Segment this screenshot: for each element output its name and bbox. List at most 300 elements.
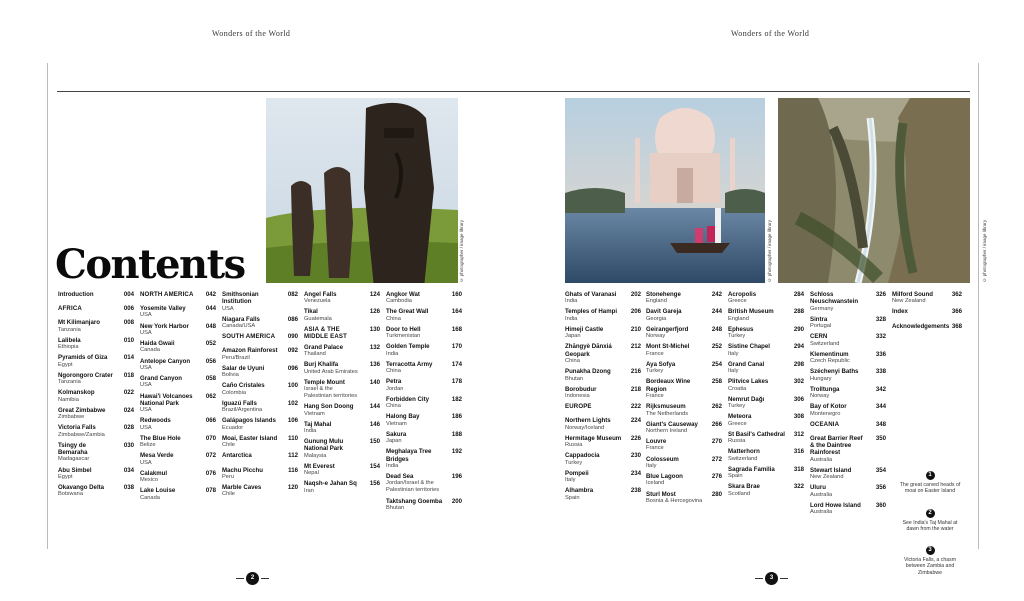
entry-country: China (386, 403, 401, 410)
entry-country: Vietnam (304, 410, 325, 417)
toc-entry[interactable] (140, 340, 216, 354)
entry-title: Angkor Wat (386, 291, 420, 298)
entry-page-number: 216 (630, 368, 641, 376)
entry-country: Canada/USA (222, 323, 256, 330)
toc-entry[interactable] (728, 343, 804, 357)
toc-entry[interactable] (140, 417, 216, 431)
toc-entry[interactable] (565, 470, 641, 484)
entry-title: Lord Howe Island (810, 501, 861, 509)
entry-title: Great Zimbabwe (58, 406, 106, 414)
left-margin-rule (47, 63, 48, 549)
entry-title: Victoria Falls (58, 424, 96, 432)
toc-entry[interactable] (728, 483, 804, 497)
entry-country: Indonesia (565, 393, 590, 400)
entry-country: India (565, 298, 578, 305)
toc-entry[interactable] (565, 487, 641, 501)
entry-page-number: 018 (123, 371, 134, 379)
toc-entry[interactable] (810, 316, 886, 330)
entry-country: Belize (140, 442, 156, 449)
entry-page-number: 336 (875, 350, 886, 358)
toc-entry[interactable] (58, 354, 134, 368)
entry-title: Caño Cristales (222, 382, 265, 390)
entry-title: Aya Sofya (646, 360, 676, 368)
entry-page-number: 116 (288, 466, 298, 474)
entry-page-number: 136 (369, 361, 380, 369)
entry-country: Germany (810, 305, 834, 312)
entry-title: Himeji Castle (565, 325, 604, 333)
entry-page-number: 048 (205, 322, 216, 330)
entry-title: Grand Palace (304, 343, 343, 351)
entry-title: Haida Gwaii (140, 340, 175, 348)
entry-title: Naqsh-e Jahan Sq (304, 480, 357, 488)
toc-entry[interactable] (304, 463, 380, 477)
entry-country: Montenegro (810, 410, 841, 417)
entry-title: Hermitage Museum (565, 434, 622, 442)
entry-page-number: 164 (451, 308, 462, 316)
contents-column (386, 291, 462, 515)
toc-entry[interactable] (646, 291, 722, 305)
entry-page-number: 306 (793, 395, 804, 403)
toc-entry[interactable] (222, 435, 298, 449)
entry-country: Zimbabwe (58, 414, 85, 421)
toc-entry[interactable] (810, 467, 886, 481)
page-number-right (755, 572, 788, 585)
entry-page-number: 038 (123, 484, 134, 492)
entry-title: Sagrada Familia (728, 465, 775, 473)
caption-text: Victoria Falls, a chasm between Zambia and Zimbabwe (903, 557, 957, 576)
entry-page-number: 120 (287, 484, 298, 492)
entry-title: Taktshang Goemba (386, 497, 443, 505)
toc-entry[interactable] (304, 308, 380, 322)
toc-entry[interactable] (565, 435, 641, 449)
toc-entry[interactable] (892, 291, 962, 305)
page-title: Contents (55, 241, 245, 288)
entry-page-number: 150 (369, 438, 380, 446)
entry-page-number: 110 (288, 434, 298, 442)
entry-page-number: 218 (630, 385, 641, 393)
entry-title: Mesa Verde (140, 452, 174, 460)
entry-title: Sakura (386, 430, 407, 438)
section-heading[interactable] (565, 403, 641, 414)
toc-entry[interactable] (386, 498, 462, 512)
toc-entry[interactable] (304, 438, 380, 460)
section-heading[interactable] (222, 333, 298, 344)
entry-title: Yosemite Valley (140, 305, 186, 313)
entry-country: Bhutan (565, 375, 584, 382)
entry-title: Burj Khalifa (304, 361, 339, 369)
entry-country: USA (140, 424, 152, 431)
entry-page-number: 112 (288, 452, 298, 460)
toc-entry[interactable] (810, 291, 886, 313)
toc-entry[interactable] (386, 448, 462, 470)
caption-2 (898, 501, 962, 533)
entry-country: Canada (140, 494, 160, 501)
entry-title: Lalibela (58, 336, 81, 344)
entry-page-number: 262 (711, 403, 722, 411)
contents-column (892, 291, 962, 337)
entry-page-number: 066 (205, 417, 216, 425)
entry-page-number: 102 (287, 399, 298, 407)
toc-entry[interactable] (810, 502, 886, 516)
toc-entry[interactable] (140, 393, 216, 415)
entry-country: Greece (728, 298, 747, 305)
entry-title: Matterhorn (728, 448, 760, 456)
toc-entry[interactable] (140, 435, 216, 449)
entry-country: Egypt (58, 361, 73, 368)
toc-entry[interactable] (386, 473, 462, 494)
entry-page-number: 200 (451, 497, 462, 505)
toc-entry[interactable] (728, 291, 804, 305)
entry-page-number: 156 (369, 480, 380, 488)
toc-entry[interactable] (140, 487, 216, 501)
entry-page-number: 076 (205, 469, 216, 477)
toc-entry[interactable] (304, 480, 380, 494)
entry-country: Ecuador (222, 424, 244, 431)
entry-title: Forbidden City (386, 395, 429, 403)
entry-page-number: 222 (630, 403, 641, 411)
toc-entry[interactable] (728, 466, 804, 480)
toc-entry[interactable] (646, 326, 722, 340)
toc-entry[interactable] (222, 347, 298, 361)
toc-entry[interactable] (728, 308, 804, 322)
entry-title: Northern Lights (565, 417, 611, 425)
toc-entry[interactable] (810, 333, 886, 347)
toc-entry[interactable] (565, 308, 641, 322)
toc-entry[interactable] (222, 484, 298, 498)
entry-country: Australia (810, 456, 833, 463)
toc-entry[interactable] (140, 452, 216, 466)
entry-page-number: 230 (630, 452, 641, 460)
entry-page-number: 266 (711, 420, 722, 428)
entry-page-number: 362 (951, 291, 962, 298)
toc-entry[interactable] (386, 326, 462, 340)
entry-country: Peru/Brazil (222, 354, 250, 361)
entry-page-number: 144 (369, 403, 380, 411)
toc-entry[interactable] (386, 343, 462, 357)
entry-country: Czech Republic (810, 358, 850, 365)
caption-number: 1 (926, 471, 935, 480)
contents-column (222, 291, 298, 502)
entry-country: Chile (222, 442, 235, 449)
entry-country: Italy (646, 462, 657, 469)
entry-country: Turkey (728, 403, 746, 410)
toc-entry[interactable] (565, 326, 641, 340)
entry-country: USA (140, 329, 152, 336)
toc-entry[interactable] (646, 491, 722, 505)
entry-country: China (386, 315, 401, 322)
entry-page-number: 298 (793, 360, 804, 368)
toc-entry[interactable] (565, 368, 641, 382)
toc-entry[interactable] (58, 291, 134, 302)
entry-title: Grand Canal (728, 360, 765, 368)
toc-entry[interactable] (386, 431, 462, 445)
toc-entry[interactable] (222, 467, 298, 481)
entry-country: Brazil/Argentina (222, 407, 263, 414)
entry-country: Peru (222, 473, 235, 480)
entry-country: Bolivia (222, 372, 239, 379)
entry-page-number: 188 (451, 430, 462, 438)
entry-title: Amazon Rainforest (222, 347, 278, 355)
entry-country: USA (222, 305, 234, 312)
entry-country: Iceland (646, 480, 665, 487)
moai-photo (266, 98, 458, 283)
entry-title: Iguazú Falls (222, 399, 257, 407)
entry-title: Geirangerfjord (646, 325, 689, 333)
toc-entry[interactable] (304, 403, 380, 417)
entry-title: Golden Temple (386, 343, 430, 351)
photo-credit-3: © photographer / image library (982, 220, 987, 283)
toc-entry[interactable] (810, 386, 886, 400)
toc-entry[interactable] (304, 379, 380, 400)
entry-country: France (646, 350, 664, 357)
entry-title: NORTH AMERICA (140, 291, 194, 298)
entry-page-number: 008 (123, 319, 134, 327)
entry-country: Norway (646, 333, 666, 340)
entry-title: Zhāngyè Dānxiá Geopark (565, 343, 612, 358)
entry-country: Iran (304, 487, 314, 494)
entry-title: Petra (386, 378, 402, 386)
entry-title: Bay of Kotor (810, 403, 847, 411)
entry-title: AFRICA (58, 305, 82, 313)
entry-title: Antelope Canyon (140, 357, 191, 365)
entry-title: The Blue Hole (140, 434, 181, 442)
entry-country: Japan (386, 438, 402, 445)
entry-page-number: 078 (205, 487, 216, 495)
section-heading[interactable] (304, 326, 380, 341)
entry-title: Smithsonian Institution (222, 291, 259, 306)
entry-title: Okavango Delta (58, 484, 105, 492)
entry-country: Turkey (646, 368, 664, 375)
entry-title: Széchenyi Baths (810, 368, 859, 376)
toc-entry[interactable] (810, 435, 886, 464)
entry-country: Mexico (140, 477, 159, 484)
toc-entry[interactable] (646, 473, 722, 487)
entry-title: Blue Lagoon (646, 473, 683, 481)
toc-entry[interactable] (728, 326, 804, 340)
entry-title: Tsingy de Bemaraha (58, 441, 88, 457)
entry-page-number: 356 (875, 484, 886, 492)
entry-country: Norway (810, 393, 830, 400)
entry-title: Antarctica (222, 452, 252, 460)
entry-page-number: 130 (369, 325, 380, 333)
entry-page-number: 090 (287, 333, 298, 341)
entry-page-number: 154 (369, 462, 380, 470)
toc-entry[interactable] (58, 337, 134, 351)
entry-page-number: 168 (451, 325, 462, 333)
toc-entry[interactable] (222, 291, 298, 313)
toc-entry[interactable] (646, 378, 722, 400)
entry-title: Colosseum (646, 455, 679, 463)
caption-text: The great carved heads of moai on Easter Island (899, 482, 961, 495)
toc-entry[interactable] (58, 467, 134, 481)
photo-credit-2: © photographer / image library (767, 220, 772, 283)
toc-entry[interactable] (810, 484, 886, 498)
toc-entry[interactable] (140, 470, 216, 484)
entry-page-number: 318 (793, 465, 804, 473)
toc-entry[interactable] (222, 452, 298, 463)
entry-title: Calakmul (140, 469, 168, 477)
entry-page-number: 006 (123, 305, 134, 313)
running-head-right: Wonders of the World (731, 29, 810, 38)
toc-entry[interactable] (728, 413, 804, 427)
entry-title: Mt Kilimanjaro (58, 319, 100, 327)
entry-page-number: 206 (630, 308, 641, 316)
toc-entry[interactable] (222, 400, 298, 414)
entry-title: CERN (810, 333, 828, 341)
toc-entry[interactable] (58, 319, 134, 333)
toc-entry[interactable] (304, 421, 380, 435)
contents-column (304, 291, 380, 498)
toc-entry[interactable] (646, 403, 722, 417)
entry-page-number: 186 (451, 413, 462, 421)
toc-entry[interactable] (386, 291, 462, 305)
entry-country: Scotland (728, 490, 751, 497)
toc-entry[interactable] (646, 308, 722, 322)
contents-column (140, 291, 216, 505)
entry-title: Angel Falls (304, 291, 337, 298)
toc-entry[interactable] (140, 305, 216, 319)
toc-entry[interactable] (58, 372, 134, 386)
toc-entry[interactable] (58, 407, 134, 421)
toc-entry[interactable] (728, 361, 804, 375)
toc-entry[interactable] (140, 323, 216, 337)
toc-entry[interactable] (386, 396, 462, 410)
entry-page-number: 072 (205, 452, 216, 460)
toc-entry[interactable] (386, 413, 462, 427)
toc-entry[interactable] (728, 448, 804, 462)
toc-entry[interactable] (892, 323, 962, 334)
entry-page-number: 350 (875, 434, 886, 442)
toc-entry[interactable] (810, 403, 886, 417)
toc-entry[interactable] (646, 421, 722, 435)
entry-country: Madagascar (58, 456, 90, 463)
entry-page-number: 030 (123, 441, 134, 449)
toc-entry[interactable] (646, 456, 722, 470)
entry-title: Kolmanskop (58, 389, 95, 397)
toc-entry[interactable] (646, 361, 722, 375)
toc-entry[interactable] (728, 431, 804, 445)
toc-entry[interactable] (58, 424, 134, 438)
entry-title: Trolltunga (810, 385, 840, 393)
toc-entry[interactable] (892, 308, 962, 319)
toc-entry[interactable] (565, 291, 641, 305)
toc-entry[interactable] (140, 375, 216, 389)
toc-entry[interactable] (386, 361, 462, 375)
entry-title: Temple Mount (304, 378, 345, 386)
entry-country: Jordan (386, 385, 404, 392)
entry-page-number: 338 (875, 368, 886, 376)
toc-entry[interactable] (304, 291, 380, 305)
toc-entry[interactable] (304, 344, 380, 358)
entry-title: Acknowledgements (892, 322, 950, 330)
entry-page-number: 284 (793, 291, 804, 298)
entry-country: India (565, 315, 578, 322)
entry-title: Alhambra (565, 487, 594, 495)
entry-page-number: 202 (630, 291, 641, 298)
entry-country: Vietnam (386, 420, 407, 427)
entry-title: ASIA & THE MIDDLE EAST (304, 325, 347, 341)
toc-entry[interactable] (58, 389, 134, 403)
toc-entry[interactable] (646, 438, 722, 452)
entry-country: Portugal (810, 323, 832, 330)
entry-country: Ethiopia (58, 344, 79, 351)
entry-title: British Museum (728, 308, 774, 316)
entry-title: Sturl Most (646, 490, 676, 498)
entry-title: Cappadocia (565, 452, 600, 460)
entry-title: SOUTH AMERICA (222, 333, 276, 341)
entry-country: Turkey (565, 459, 583, 466)
entry-country: USA (140, 312, 152, 319)
caption-number: 2 (926, 509, 935, 518)
toc-entry[interactable] (386, 308, 462, 322)
entry-country: Greece (728, 420, 747, 427)
caption-text: See India's Taj Mahal at dawn from the water (902, 519, 958, 532)
entry-country: Tanzania (58, 326, 81, 333)
entry-country: Guatemala (304, 315, 332, 322)
entry-page-number: 100 (287, 382, 298, 390)
toc-entry[interactable] (565, 417, 641, 431)
entry-page-number: 004 (123, 291, 134, 298)
entry-title: Sintra (810, 315, 828, 323)
entry-country: Turkey (728, 333, 746, 340)
entry-country: England (646, 298, 667, 305)
toc-entry[interactable] (728, 396, 804, 410)
entry-title: Ephesus (728, 325, 754, 333)
entry-country: Jordan/Israel & the Palestinian territories (386, 480, 440, 494)
toc-entry[interactable] (222, 382, 298, 396)
toc-entry[interactable] (58, 442, 134, 464)
entry-title: Pompeii (565, 469, 589, 477)
entry-page-number: 316 (793, 448, 804, 456)
toc-entry[interactable] (386, 378, 462, 392)
entry-country: USA (140, 382, 152, 389)
page-number-left (236, 572, 269, 585)
entry-title: Meghalaya Tree Bridges (386, 448, 432, 463)
toc-entry[interactable] (728, 378, 804, 392)
entry-page-number: 312 (793, 430, 804, 438)
toc-entry[interactable] (810, 351, 886, 365)
entry-country: Venezuela (304, 298, 331, 305)
toc-entry[interactable] (565, 386, 641, 400)
top-rule-right (512, 91, 970, 92)
toc-entry[interactable] (222, 365, 298, 379)
toc-entry[interactable] (565, 452, 641, 466)
toc-entry[interactable] (222, 316, 298, 330)
toc-entry[interactable] (810, 368, 886, 382)
entry-title: EUROPE (565, 403, 592, 411)
entry-title: Terracotta Army (386, 360, 433, 368)
toc-entry[interactable] (58, 484, 134, 498)
toc-entry[interactable] (304, 361, 380, 375)
section-heading[interactable] (140, 291, 216, 302)
entry-page-number: 062 (205, 392, 216, 400)
entry-page-number: 052 (205, 340, 216, 348)
entry-country: India (304, 427, 317, 434)
section-heading[interactable] (58, 305, 134, 316)
toc-entry[interactable] (222, 417, 298, 431)
entry-country: Colombia (222, 389, 247, 396)
toc-entry[interactable] (646, 343, 722, 357)
entry-title: Great Barrier Reef & the Daintree Rainforest (810, 434, 863, 457)
entry-country: New Zealand (810, 474, 844, 481)
toc-entry[interactable] (140, 358, 216, 372)
entry-title: Lake Louise (140, 487, 176, 495)
entry-country: Hungary (810, 375, 832, 382)
entry-page-number: 280 (711, 490, 722, 498)
toc-entry[interactable] (565, 343, 641, 365)
section-heading[interactable] (810, 421, 886, 432)
entry-title: Introduction (58, 291, 94, 298)
